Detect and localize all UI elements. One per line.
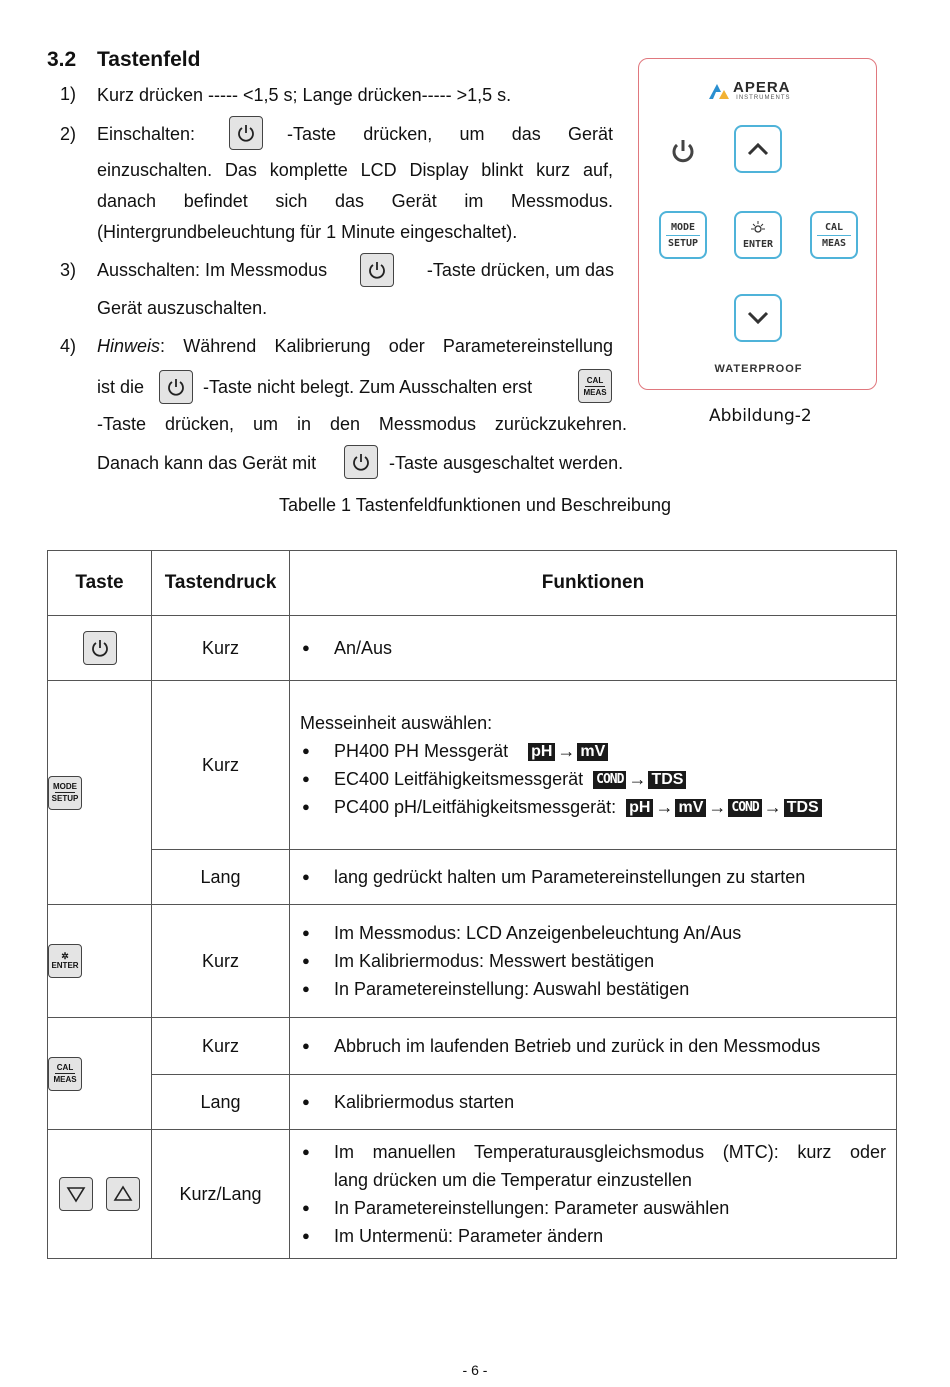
unit-ph-badge: pH — [528, 743, 555, 761]
function-cell — [290, 681, 897, 850]
power-key-icon — [83, 631, 117, 665]
function-intro: Messeinheit auswählen: — [300, 713, 493, 733]
function-cell — [290, 616, 897, 681]
function-item: ● Im Untermenü: Parameter ändern — [300, 1222, 886, 1250]
item-number: 2) — [60, 124, 77, 144]
press-cell: Lang — [152, 1075, 290, 1130]
power-key-icon — [344, 445, 378, 479]
item-text: danach befindet sich das Gerät im Messmodus. — [97, 191, 613, 211]
chevron-down-icon — [746, 310, 770, 326]
unit-cond-badge: COND — [593, 771, 626, 789]
key-cell — [48, 616, 152, 681]
function-item: ● PH400 PH Messgerät pH → mV — [300, 737, 886, 765]
item-text: -Taste nicht belegt. Zum Ausschalten erst — [203, 377, 533, 397]
function-cell — [290, 1075, 897, 1130]
function-item: ● EC400 Leitfähigkeitsmessgerät COND → TDS — [300, 765, 886, 793]
press-cell: Kurz — [152, 681, 290, 850]
header-functions: Funktionen — [290, 551, 897, 616]
arrow-icon: → — [557, 741, 576, 761]
brand-sub: INSTRUMENTS — [736, 95, 791, 101]
item-4-line-1 — [97, 331, 613, 362]
unit-cond-badge: COND — [728, 799, 761, 817]
table-row — [48, 616, 897, 681]
item-number: 3) — [60, 260, 77, 280]
mode-setup-key-icon: MODE SETUP — [48, 776, 82, 810]
power-key-icon — [229, 116, 263, 150]
key-cell — [48, 1130, 152, 1259]
table-row — [48, 905, 897, 1018]
unit-mv-badge: mV — [577, 743, 608, 761]
brand-logo-icon — [707, 82, 731, 100]
function-cell — [290, 1018, 897, 1075]
light-icon — [750, 221, 766, 235]
arrow-icon: → — [628, 769, 647, 789]
table-row — [48, 850, 897, 905]
power-key-icon — [159, 370, 193, 404]
up-button — [734, 125, 782, 173]
press-cell: Kurz — [152, 616, 290, 681]
mode-setup-button: MODE SETUP — [659, 211, 707, 259]
press-cell: Kurz/Lang — [152, 1130, 290, 1259]
cal-meas-key-icon: CAL MEAS — [578, 369, 612, 403]
function-item: ● Kalibriermodus starten — [300, 1088, 886, 1116]
section-title: Tastenfeld — [97, 48, 201, 71]
function-item: ● Abbruch im laufenden Betrieb und zurück in den Messmodus — [300, 1032, 886, 1060]
item-text: -Taste drücken, um das — [426, 260, 614, 280]
item-text: -Taste drücken, um das Gerät — [287, 124, 613, 144]
item-text: -Taste ausgeschaltet werden. — [389, 453, 624, 473]
item-number: 1) — [60, 84, 77, 104]
cal-meas-key-icon: CAL MEAS — [48, 1057, 82, 1091]
figure-caption: Abbildung-2 — [709, 406, 812, 426]
key-cell — [48, 905, 152, 1018]
function-item: ● In Parametereinstellung: Auswahl bestätigen — [300, 975, 886, 1003]
item-text: : Während Kalibrierung oder Parametereinstellung — [160, 336, 613, 356]
unit-sequence — [626, 793, 822, 821]
header-press: Tastendruck — [152, 551, 290, 616]
power-icon — [669, 137, 697, 170]
key-function-table — [47, 550, 897, 1259]
key-cell — [48, 681, 152, 905]
arrow-icon: → — [763, 797, 782, 817]
item-text: (Hintergrundbeleuchtung für 1 Minute eingeschaltet). — [97, 222, 518, 242]
unit-sequence — [528, 737, 608, 765]
press-cell: Kurz — [152, 905, 290, 1018]
power-key-icon — [360, 253, 394, 287]
table-row — [48, 1130, 897, 1259]
header-key: Taste — [48, 551, 152, 616]
section-number: 3.2 — [47, 48, 77, 71]
enter-key-icon: ✲ ENTER — [48, 944, 82, 978]
unit-tds-badge: TDS — [648, 771, 686, 789]
item-text: Kurz drücken ----- <1,5 s; Lange drücken----- >1,5 s. — [97, 85, 512, 105]
brand-logo — [707, 81, 791, 101]
waterproof-label: WATERPROOF — [714, 363, 803, 375]
unit-sequence — [593, 765, 686, 793]
function-item: ● Im Messmodus: LCD Anzeigenbeleuchtung An/Aus — [300, 919, 886, 947]
function-cell — [290, 905, 897, 1018]
item-label: Einschalten: — [97, 124, 196, 144]
hint-label: Hinweis — [97, 336, 161, 356]
function-item: ● PC400 pH/Leitfähigkeitsmessgerät: pH → mV → COND → TDS — [300, 793, 886, 821]
function-item: ● In Parametereinstellungen: Parameter auswählen — [300, 1194, 886, 1222]
function-item: ● Im Kalibriermodus: Messwert bestätigen — [300, 947, 886, 975]
unit-tds-badge: TDS — [784, 799, 822, 817]
function-cell — [290, 850, 897, 905]
item-text: Ausschalten: Im Messmodus — [97, 260, 328, 280]
arrow-icon: → — [655, 797, 674, 817]
item-text: ist die — [97, 377, 145, 397]
press-cell: Lang — [152, 850, 290, 905]
unit-ph-badge: pH — [626, 799, 653, 817]
table-row — [48, 681, 897, 850]
function-item: ● lang gedrückt halten um Parametereinstellungen zu starten — [300, 863, 886, 891]
function-cell — [290, 1130, 897, 1259]
item-text: -Taste drücken, um in den Messmodus zurückzukehren. — [97, 414, 627, 434]
arrow-icon: → — [708, 797, 727, 817]
cal-meas-button: CAL MEAS — [810, 211, 858, 259]
section-heading — [47, 48, 200, 72]
enter-button: ENTER — [734, 211, 782, 259]
table-caption: Tabelle 1 Tastenfeldfunktionen und Beschreibung — [279, 495, 671, 515]
up-key-icon — [106, 1177, 140, 1211]
device-keypad-figure — [638, 58, 877, 390]
item-text: Danach kann das Gerät mit — [97, 453, 317, 473]
key-cell — [48, 1018, 152, 1130]
item-text: einzuschalten. Das komplette LCD Display blinkt kurz auf, — [97, 160, 613, 180]
page-number: - 6 - — [462, 1362, 488, 1378]
table-header-row — [48, 551, 897, 616]
table-row — [48, 1075, 897, 1130]
unit-mv-badge: mV — [675, 799, 706, 817]
function-item: ● Im manuellen Temperaturausgleichsmodus (MTC): kurz oder lang drücken um die Temperatur einzustellen — [300, 1138, 886, 1194]
table-row — [48, 1018, 897, 1075]
light-icon: ✲ — [61, 951, 69, 961]
chevron-up-icon — [746, 141, 770, 157]
brand-name: APERA — [733, 79, 791, 96]
press-cell: Kurz — [152, 1018, 290, 1075]
down-key-icon — [59, 1177, 93, 1211]
item-text: Gerät auszuschalten. — [97, 298, 268, 318]
down-button — [734, 294, 782, 342]
function-item: ● An/Aus — [300, 634, 886, 662]
item-number: 4) — [60, 336, 77, 356]
